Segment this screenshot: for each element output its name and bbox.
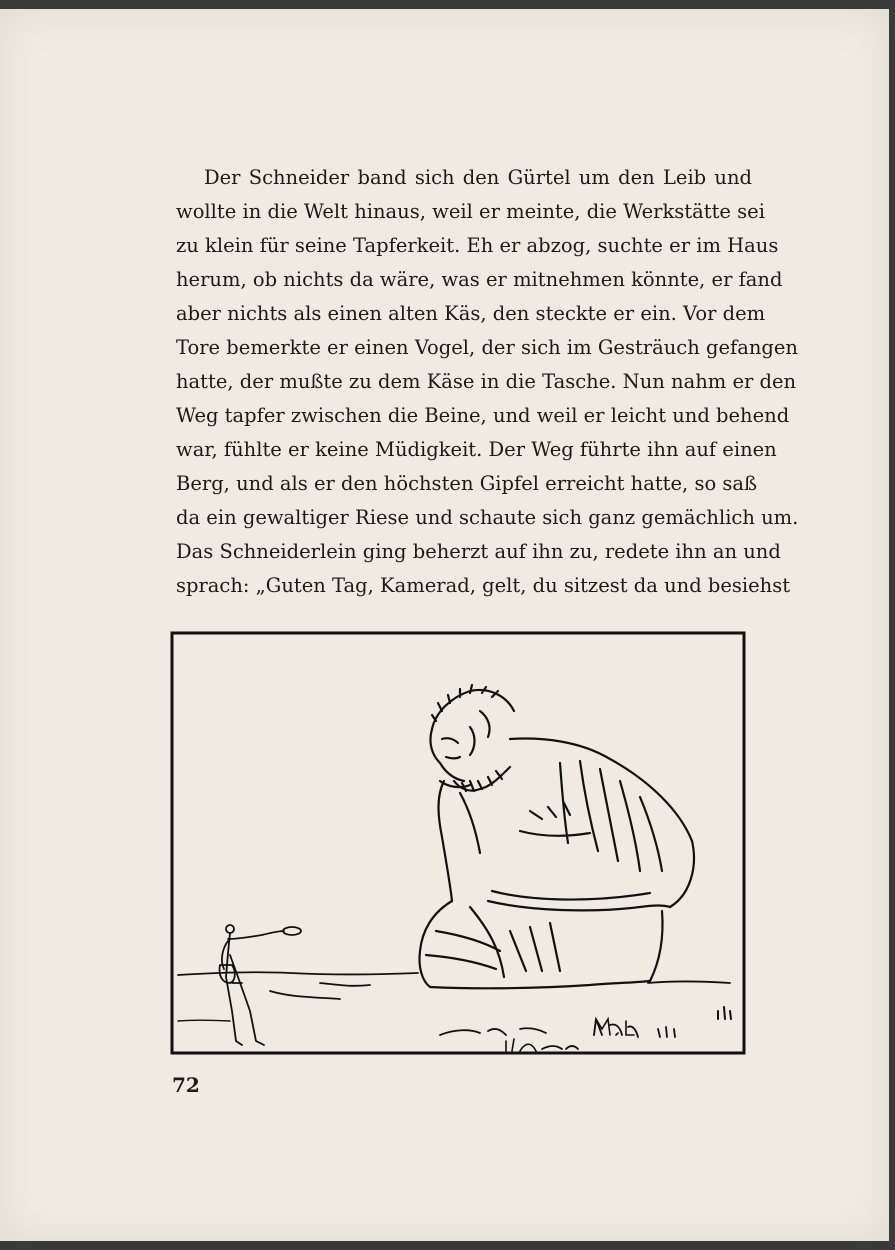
text-line: Der Schneider band sich den Gürtel um den Leib und — [204, 166, 752, 189]
giant-figure — [419, 685, 693, 988]
text-line: wollte in die Welt hinaus, weil er meinte, die Werkstätte sei — [176, 200, 765, 223]
text-line: Tore bemerkte er einen Vogel, der sich im Gesträuch gefangen — [176, 336, 798, 359]
book-page — [0, 9, 889, 1241]
giant-and-tailor-illustration — [170, 631, 746, 1055]
text-line: Weg tapfer zwischen die Beine, und weil er leicht und behend — [176, 404, 790, 427]
text-line: da ein gewaltiger Riese und schaute sich ganz gemächlich um. — [176, 506, 799, 529]
landscape — [178, 972, 731, 1051]
text-line: hatte, der mußte zu dem Käse in die Tasche. Nun nahm er den — [176, 370, 797, 393]
body-text — [176, 161, 799, 603]
tailor-figure — [219, 925, 301, 1045]
text-line: zu klein für seine Tapferkeit. Eh er abzog, suchte er im Haus — [176, 234, 779, 257]
text-line: Das Schneiderlein ging beherzt auf ihn zu, redete ihn an und — [176, 540, 781, 563]
page-number: 72 — [172, 1073, 200, 1097]
text-line: aber nichts als einen alten Käs, den steckte er ein. Vor dem — [176, 302, 766, 325]
text-line: herum, ob nichts da wäre, was er mitnehmen könnte, er fand — [176, 268, 783, 291]
text-line: war, fühlte er keine Müdigkeit. Der Weg führte ihn auf einen — [176, 438, 777, 461]
text-line: sprach: „Guten Tag, Kamerad, gelt, du sitzest da und besiehst — [176, 574, 791, 597]
text-line: Berg, und als er den höchsten Gipfel erreicht hatte, so saß — [176, 472, 758, 495]
